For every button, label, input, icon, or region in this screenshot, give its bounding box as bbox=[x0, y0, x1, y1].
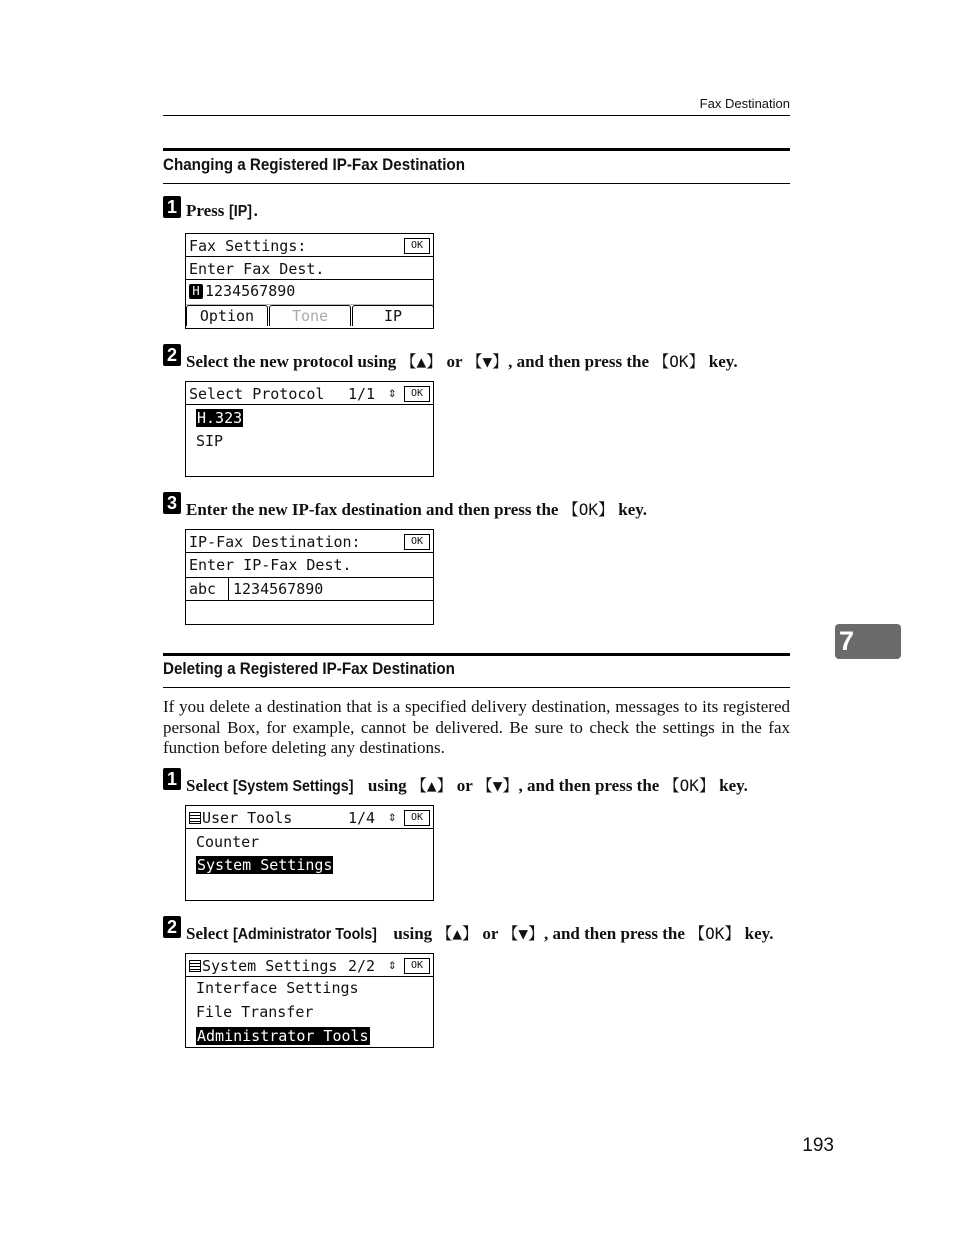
ok-icon: OK bbox=[404, 534, 430, 550]
body-paragraph: If you delete a destination that is a specified delivery destination, messages to its registered personal Box, for example, cannot be delivered. Be sure to check the settings in the fax function before deleting any destinations. bbox=[163, 697, 790, 757]
lcd-title-row: User Tools 1/4 bbox=[186, 806, 433, 830]
list-item-system-settings[interactable]: System Settings bbox=[197, 856, 333, 874]
system-settings-key-label: [System Settings] bbox=[232, 778, 354, 795]
step-instruction: Select the new protocol using 【▲】 or 【▼】, and then press the 【OK】 key. bbox=[186, 352, 738, 371]
step-number: 2 bbox=[163, 344, 181, 366]
lcd-ip-fax-destination bbox=[185, 529, 434, 625]
ip-key-label: [IP] bbox=[228, 203, 252, 220]
menu-list-icon bbox=[189, 812, 201, 824]
step-instruction: Enter the new IP-fax destination and then press the 【OK】 key. bbox=[186, 500, 648, 519]
tone-tab[interactable]: Tone bbox=[269, 305, 351, 326]
step-instruction: Press [IP] . bbox=[186, 201, 258, 220]
scroll-arrows-icon: ⇕ bbox=[388, 385, 397, 401]
step-instruction: Select [System Settings] using 【▲】 or 【▼】, and then press the 【OK】 key. bbox=[186, 776, 748, 795]
list-item-interface-settings[interactable]: Interface Settings bbox=[196, 979, 359, 997]
step-number: 2 bbox=[163, 916, 181, 938]
ok-icon: OK bbox=[404, 238, 430, 254]
option-tab[interactable]: Option bbox=[186, 305, 268, 326]
scroll-arrows-icon: ⇕ bbox=[388, 957, 397, 973]
lcd-title-row: IP-Fax Destination: bbox=[189, 533, 361, 551]
ip-tab[interactable]: IP bbox=[352, 305, 434, 326]
ok-icon: OK bbox=[404, 810, 430, 826]
list-item-counter[interactable]: Counter bbox=[196, 833, 260, 851]
h-mode-icon: H bbox=[189, 284, 203, 299]
step-number: 1 bbox=[163, 768, 181, 790]
lcd-title-row: Fax Settings: bbox=[189, 237, 307, 255]
step-number: 1 bbox=[163, 196, 181, 218]
header-rule bbox=[163, 115, 790, 116]
running-head: Fax Destination bbox=[699, 96, 790, 111]
menu-list-icon bbox=[189, 960, 201, 972]
lcd-title-row: System Settings 2/2 bbox=[186, 954, 433, 978]
list-item-sip[interactable]: SIP bbox=[196, 432, 224, 450]
section-rule-top bbox=[163, 653, 790, 656]
lcd-system-settings bbox=[185, 953, 434, 1048]
ip-fax-number[interactable]: 1234567890 bbox=[233, 580, 324, 598]
section-rule-bottom bbox=[163, 687, 790, 688]
list-item-h323[interactable]: H.323 bbox=[197, 409, 243, 427]
lcd-line: Enter Fax Dest. bbox=[189, 260, 325, 278]
administrator-tools-key-label: [Administrator Tools] bbox=[232, 926, 377, 943]
lcd-line: abc 1234567890 bbox=[186, 577, 433, 601]
list-item-file-transfer[interactable]: File Transfer bbox=[196, 1003, 314, 1021]
list-item-administrator-tools[interactable]: Administrator Tools bbox=[197, 1027, 369, 1045]
section-title-changing: Changing a Registered IP-Fax Destination bbox=[163, 156, 465, 174]
section-title-deleting: Deleting a Registered IP-Fax Destination bbox=[163, 660, 455, 678]
ok-icon: OK bbox=[404, 386, 430, 402]
lcd-line: H 1234567890 bbox=[186, 279, 433, 303]
lcd-line: Enter IP-Fax Dest. bbox=[189, 556, 352, 574]
page-number: 193 bbox=[802, 1135, 834, 1156]
step-instruction: Select [Administrator Tools] using 【▲】 or 【▼】, and then press the 【OK】 key. bbox=[186, 924, 774, 943]
section-rule-top bbox=[163, 148, 790, 151]
lcd-fax-settings bbox=[185, 233, 434, 329]
step-number: 3 bbox=[163, 492, 181, 514]
lcd-title-row: Select Protocol 1/1 bbox=[189, 385, 376, 403]
chapter-tab: 7 bbox=[835, 624, 901, 659]
lcd-select-protocol bbox=[185, 381, 434, 477]
lcd-user-tools bbox=[185, 805, 434, 901]
section-rule-bottom bbox=[163, 183, 790, 184]
ok-icon: OK bbox=[404, 958, 430, 974]
scroll-arrows-icon: ⇕ bbox=[388, 809, 397, 825]
